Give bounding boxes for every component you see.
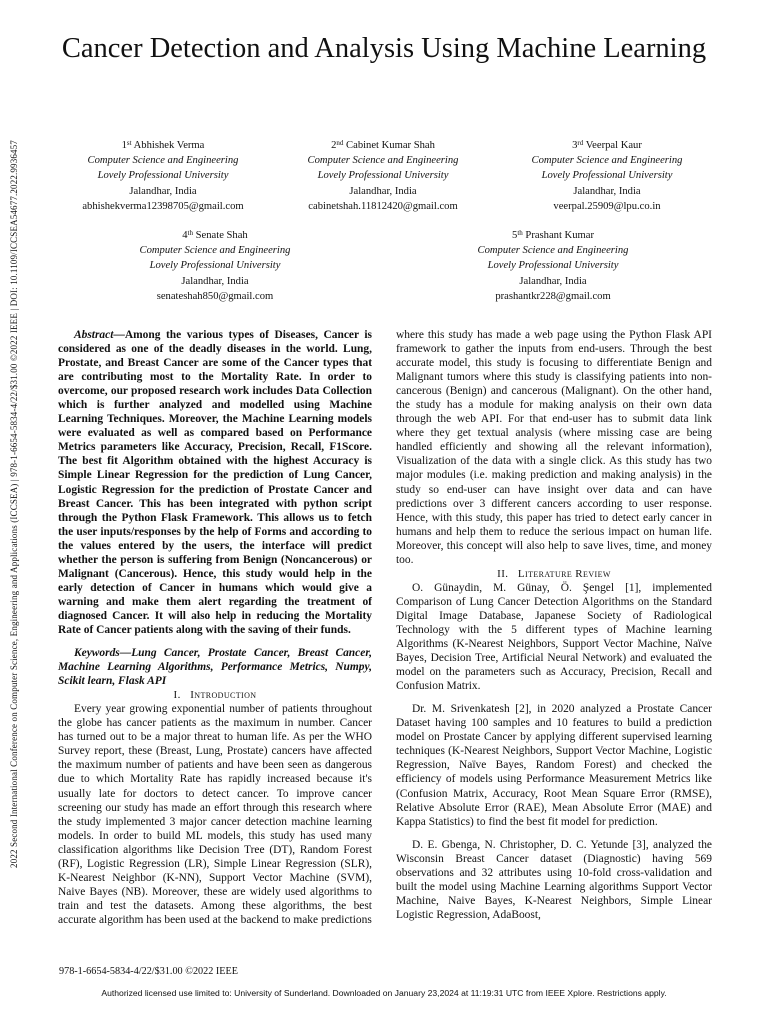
author-ordinal: 3 [572,140,578,151]
intro-continuation: where this study has made a web page using the Python Flask API framework to gather the inputs from end-users. Through the best accurate model, this study is focusing to differentiate Benign and Malignant tumors where this study is classifying patients into non-cancerous (Benign) and cancerous (Malignant). On the other hand, the study has a module for making analysis on their own data through the web API. For that end-user has to submit data link where they get textual analysis (where missing case are being handled efficiently and showing all the relevant information), Visualization of the data with a single click. As this study has two major modules (i.e. making prediction and making analysis) in the study so end-user can have insight over data and can have predictions over 3 different cancers according to user response. Hence, with this study, this paper has tried to detect early cancer in humans and help them to reduce the serious impact on human life. Moreover, this concept will also help to save lives, time, and money too. [396,329,712,566]
keywords-label: Keywords [74,647,120,660]
section-number: I. [173,689,181,702]
literature-paragraph: D. E. Gbenga, N. Christopher, D. C. Yetunde [3], analyzed the Wisconsin Breast Cancer dataset (Diagnostic) having 569 observations and 32 attributes using 10-fold cross-validation and built the model using Machine Learning algorithms Support Vector Machine, Naive Bayes, K-Nearest Neighbors, Simple Linear Logistic Regression, AdaBoost, [396,838,712,921]
literature-paragraph: O. Günaydin, M. Günay, Ö. Şengel [1], implemented Comparison of Lung Cancer Detection Algorithms on the Standard Digital Image Database, Japanese Society of Radiological Technology with the 5 different types of Machine learning Algorithms (K-Nearest Neighbors, Support Vector Machine, Naïve Bayes, Decision Tree, Artificial Neural Network) and evaluated the model on the parameters such as Accuracy, Precision, Recall and Confusion Matrix. [396,581,712,693]
author-ordinal-suffix: st [126,139,132,147]
author-dept: Computer Science and Engineering [477,245,629,257]
author-name: Veerpal Kaur [585,140,642,151]
literature-paragraph: Dr. M. Srivenkatesh [2], in 2020 analyzed a Prostate Cancer Dataset having 100 samples and 10 features to build a prediction model on Prostate Cancer by applying different supervised learning techniques (K-Nearest Neighbors, Support Vector Machine, Logistic Regression, Naïve Bayes, Random Forest) and checked the efficiency of models using Performance Measurement Metrics like (Confusion Matrix, Accuracy, Root Mean Square Error (RMSE), Relative Absolute Error (RAE), Mean Absolute Error (MAE) and Kappa Statistics) to find the best fit model for prediction. [396,703,712,828]
author-email[interactable]: senateshah850@gmail.com [156,290,274,302]
author-ordinal-suffix: th [517,229,523,237]
author-ordinal-suffix: nd [336,139,344,147]
author-ordinal: 2 [331,140,337,151]
section-heading-literature-review [396,567,712,581]
paper-title: Cancer Detection and Analysis Using Machine Learning [61,33,707,64]
author-city: Jalandhar, India [573,185,641,197]
abstract-dash: — [113,329,125,341]
author-name: Abhishek Verma [133,140,205,151]
side-doi-text: 2022 Second International Conference on Computer Science, Engineering and Applications (ICCSEA) | 978-1-6654-5834-4/22/$31.00 ©2022 IEEE | DOI: 10.1109/ICCSEA54677.2022.9936457 [9,140,19,868]
author-block-5 [446,228,660,304]
author-university: Lovely Professional University [149,260,281,272]
author-email[interactable]: abhishekverma12398705@gmail.com [82,200,244,212]
left-column [58,328,372,927]
author-ordinal: 4 [182,230,188,241]
section-title: Introduction [190,689,257,702]
author-city: Jalandhar, India [181,275,249,287]
author-university: Lovely Professional University [97,170,229,182]
section-title: Literature Review [517,567,611,580]
author-dept: Computer Science and Engineering [531,155,683,167]
author-city: Jalandhar, India [349,185,417,197]
author-name: Senate Shah [195,230,248,241]
right-column [396,328,712,922]
keywords [58,646,372,688]
author-ordinal: 5 [512,230,518,241]
author-dept: Computer Science and Engineering [307,155,459,167]
author-ordinal-suffix: th [187,229,193,237]
license-footer: Authorized licensed use limited to: University of Sunderland. Downloaded on January 23,2024 at 11:19:31 UTC from IEEE Xplore. Restrictions apply. [101,988,667,998]
abstract-label: Abstract [74,329,114,341]
author-dept: Computer Science and Engineering [139,245,291,257]
abstract-text: Among the various types of Diseases, Cancer is considered as one of the deadly diseases in the world. Lung, Prostate, and Breast Cancer are some of the Cancer types that are contributing most to the Mortality Rate. In order to overcome, our proposed research work includes Data Collection which is further analyzed and modelled using Machine Learning Techniques. Moreover, the Machine Learning models were evaluated as well as compared based on Performance Metrics parameters like Accuracy, Precision, Recall, F1Score. The best fit Algorithm obtained with the highest Accuracy is Simple Linear Regression for the prediction of Lung Cancer, Logistic Regression for the prediction of Prostate Cancer and Breast Cancer. This has been integrated with python script through the Python Flask Framework. This allows us to fetch the user inputs/responses by the help of Forms and according to the values entered by the users, the interface will predict whether the person is suffering from Benign (Noncancerous) or Malignant (Cancerous). Hence, this study would help in the early detection of Cancer in humans which would give a warning and make them alert regarding the treatment of diagnosed Cancer. It will also help in reducing the Mortality Rate of Cancer patients along with the saving of their funds. [58,329,372,636]
author-university: Lovely Professional University [487,260,619,272]
author-name: Cabinet Kumar Shah [346,140,435,151]
author-block-3 [500,138,714,214]
author-dept: Computer Science and Engineering [87,155,239,167]
author-ordinal-suffix: rd [577,139,584,147]
author-name: Prashant Kumar [525,230,594,241]
abstract [58,328,372,637]
author-university: Lovely Professional University [541,170,673,182]
copyright-footer: 978-1-6654-5834-4/22/$31.00 ©2022 IEEE [59,966,238,977]
author-city: Jalandhar, India [129,185,197,197]
section-number: II. [497,567,509,580]
author-university: Lovely Professional University [317,170,449,182]
author-email[interactable]: prashantkr228@gmail.com [495,290,611,302]
intro-paragraph: Every year growing exponential number of patients throughout the globe has cancer patients as the maximum in number. Cancer has turned out to be a major threat to human life. As per the WHO Survey report, these (Breast, Lung, Prostate) cancers have affected the maximum number of patients and have been seen as dangerous due to which Mortality Rate has rapidly increased because it's usually late for doctors to detect cancer. To improve cancer screening our study has made an effort through this research where the study implemented 3 major cancer detection machine learning models. In order to build ML models, this study has used many classification algorithms like Decision Tree (DT), Random Forest (RF), Logistic Regression (LR), Simple Linear Regression (SLR), K-Nearest Neighbor (K-NN), Support Vector Machine (SVM), Naive Bayes (NB). Moreover, these are widely used algorithms to train and test the datasets. Among these algorithms, the best accurate algorithm has been used at the backend to make predictions [58,703,372,926]
author-email[interactable]: cabinetshah.11812420@gmail.com [308,200,458,212]
author-block-2 [276,138,490,214]
author-block-4 [108,228,322,304]
author-city: Jalandhar, India [519,275,587,287]
author-block-1 [56,138,270,214]
keywords-text: Lung Cancer, Prostate Cancer, Breast Cancer, Machine Learning Algorithms, Performance Metrics, Numpy, Scikit learn, Flask API [58,647,372,688]
author-ordinal: 1 [121,140,127,151]
author-email[interactable]: veerpal.25909@lpu.co.in [553,200,661,212]
section-heading-introduction [58,688,372,702]
side-doi-note [6,128,22,880]
keywords-dash: — [119,647,132,660]
